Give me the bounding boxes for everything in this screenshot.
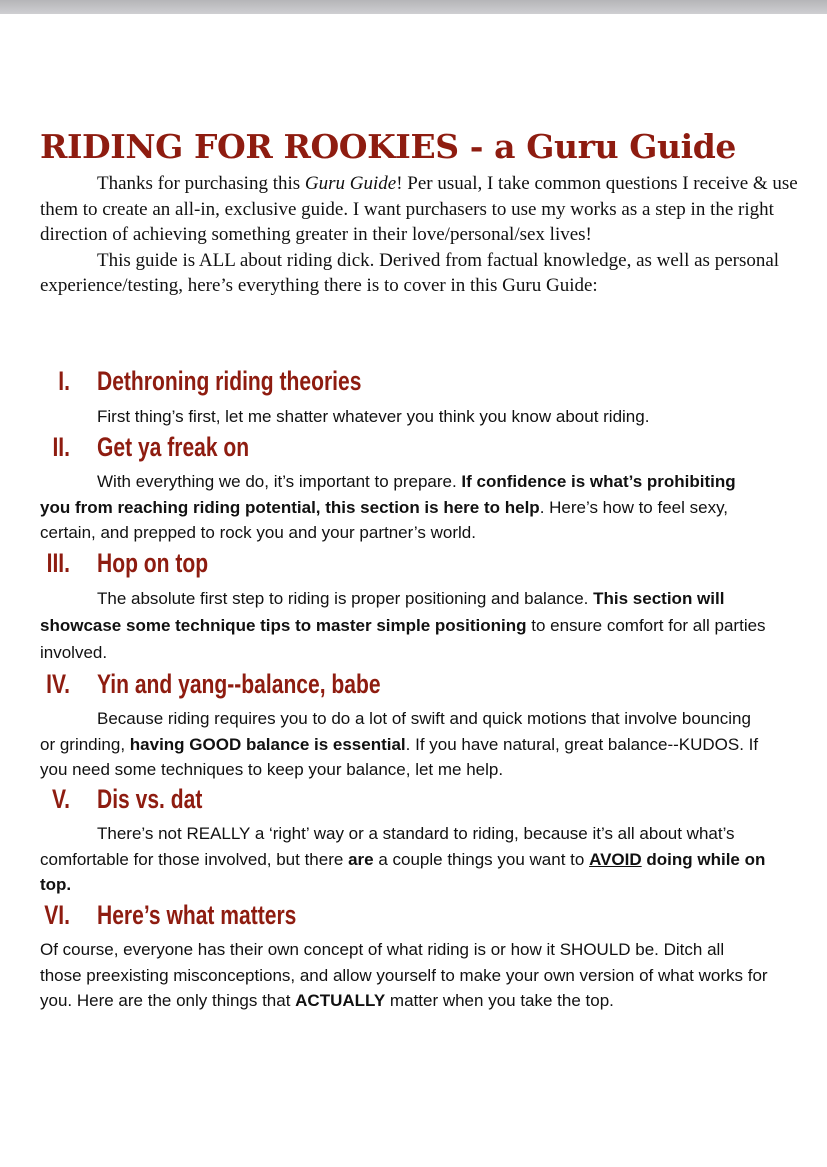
section-heading-text: Dethroning riding theories: [97, 366, 362, 396]
section-body-3: The absolute first step to riding is proper positioning and balance. This section will showcase some technique tips to master simple positioning to ensure comfort for all parties involved.: [40, 589, 766, 662]
section-numeral: I.: [58, 366, 70, 396]
section-heading-6: [0, 900, 800, 932]
section-numeral: IV.: [46, 669, 70, 699]
section-heading-5: [0, 784, 800, 816]
section-body-5: There’s not REALLY a ‘right’ way or a standard to riding, because it’s all about what’s comfortable for those involved, but there are a couple things you want to AVOID doing while on top.: [40, 824, 766, 894]
section-numeral: VI.: [44, 900, 70, 930]
section-body-2: With everything we do, it’s important to prepare. If confidence is what’s prohibiting you from reaching riding potential, this section is here to help. Here’s how to feel sexy, certain, and prepped to rock you and your partner’s world.: [40, 472, 736, 542]
intro-paragraph-2: This guide is ALL about riding dick. Derived from factual knowledge, as well as personal experience/testing, here’s everything there is to cover in this Guru Guide:: [40, 249, 780, 296]
section-heading-text: Dis vs. dat: [97, 784, 203, 814]
section-heading-2: [0, 432, 800, 464]
section-heading-4: [0, 669, 800, 701]
section-numeral: V.: [52, 784, 70, 814]
section-body-6: Of course, everyone has their own concept of what riding is or how it SHOULD be. Ditch all those preexisting misconceptions, and allow yourself to make your own version of what works for you. Here are the only things that ACTUALLY matter when you take the top.: [40, 940, 768, 1010]
section-heading-text: Here’s what matters: [97, 900, 297, 930]
section-heading-text: Hop on top: [97, 548, 209, 578]
section-numeral: II.: [52, 432, 70, 462]
window-top-bar: [0, 0, 827, 14]
section-heading-text: Get ya freak on: [97, 432, 250, 462]
section-heading-text: Yin and yang--balance, babe: [97, 669, 381, 699]
section-heading-1: [0, 366, 800, 398]
section-numeral: III.: [46, 548, 70, 578]
section-heading-3: [0, 548, 800, 580]
page-title: RIDING FOR ROOKIES - a Guru Guide: [40, 127, 737, 166]
intro-paragraph-1: Thanks for purchasing this Guru Guide! Per usual, I take common questions I receive & use them to create an all-in, exclusive guide. I want purchasers to use my works as a step in the right direction of achieving something greater in their love/personal/sex lives!: [40, 173, 798, 245]
section-body-1: First thing’s first, let me shatter whatever you think you know about riding.: [97, 407, 650, 426]
section-body-4: Because riding requires you to do a lot of swift and quick motions that involve bouncing or grinding, having GOOD balance is essential. If you have natural, great balance--KUDOS. If you need some techniques to keep your balance, let me help.: [40, 709, 759, 779]
intro: [40, 171, 800, 299]
